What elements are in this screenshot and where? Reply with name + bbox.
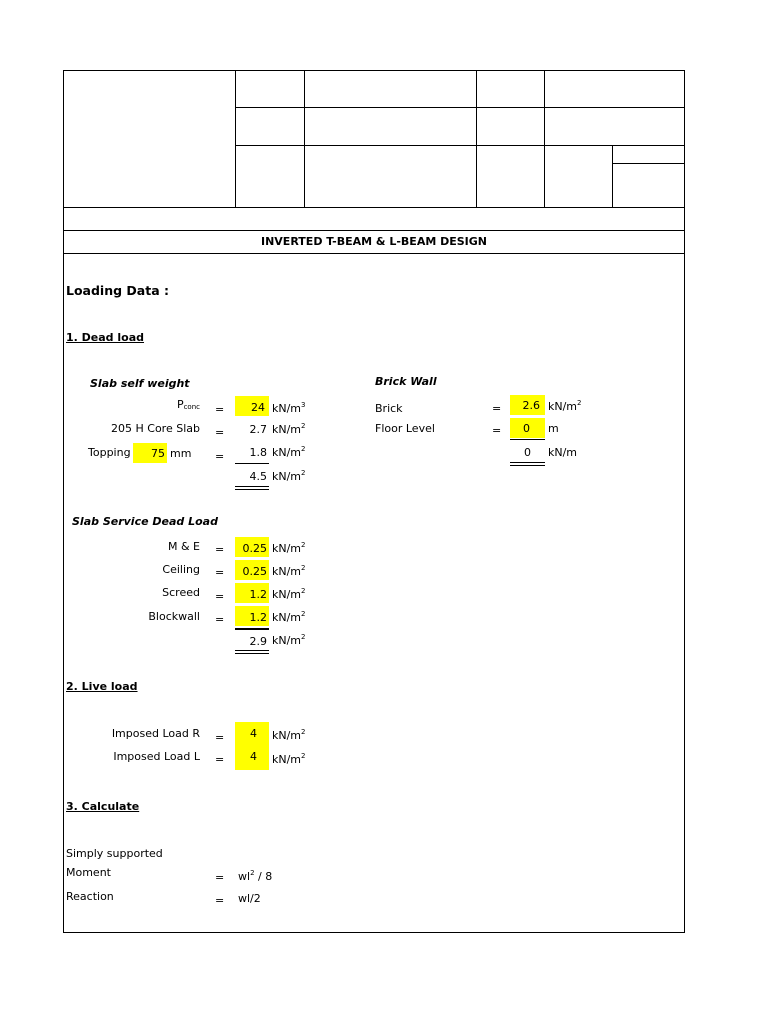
sum-underline	[235, 628, 269, 630]
sum-underline	[235, 463, 269, 464]
live-load-heading: 2. Live load	[66, 680, 138, 693]
moment-formula: $wl^2 / 8$	[238, 869, 273, 883]
slab-total-unit: $kN/m^2$	[272, 469, 306, 483]
core-slab-unit: $kN/m^2$	[272, 422, 306, 436]
live-load-unit: $kN/m^2$	[272, 728, 306, 742]
live-load-value: 4	[250, 727, 257, 740]
slab-self-weight-heading: Slab self weight	[90, 377, 190, 390]
topping-unit: $kN/m^2$	[272, 445, 306, 459]
service-item-unit: $kN/m^2$	[272, 587, 306, 601]
brick-wall-heading: Brick Wall	[375, 375, 437, 388]
equals-sign: =	[215, 426, 225, 439]
total-double-underline	[510, 462, 545, 466]
live-load-label: Imposed Load R	[111, 727, 200, 740]
equals-sign: =	[215, 590, 225, 603]
equals-sign: =	[215, 753, 225, 766]
calculate-heading: 3. Calculate	[66, 800, 140, 813]
slab-total-value: 4.5	[249, 470, 267, 483]
floor-level-label: Floor Level	[375, 422, 435, 435]
service-item-label: Ceiling	[162, 563, 200, 576]
service-item-value: 1.2	[249, 611, 267, 624]
equals-sign: =	[492, 424, 502, 437]
service-item-label: M & E	[167, 540, 200, 553]
service-item-unit: $kN/m^2$	[272, 610, 306, 624]
service-item-value: 0.25	[242, 542, 267, 555]
brick-label: Brick	[375, 402, 403, 415]
floor-level-unit: m	[548, 422, 559, 435]
service-item-unit: $kN/m^2$	[272, 541, 306, 555]
live-load-value: 4	[250, 750, 257, 763]
sum-underline	[510, 439, 545, 440]
service-item-unit: $kN/m^2$	[272, 564, 306, 578]
equals-sign: =	[215, 871, 225, 884]
topping-value: 1.8	[249, 446, 267, 459]
service-item-label: Screed	[162, 586, 200, 599]
sheet-frame	[63, 70, 685, 933]
live-load-label: Imposed Load L	[113, 750, 200, 763]
reaction-formula: wl/2	[238, 892, 261, 905]
floor-level-value: 0	[523, 422, 530, 435]
equals-sign: =	[215, 613, 225, 626]
service-total-value: 2.9	[249, 635, 267, 648]
equals-sign: =	[215, 894, 225, 907]
total-double-underline	[235, 486, 269, 490]
equals-sign: =	[492, 402, 502, 415]
service-total-unit: $kN/m^2$	[272, 633, 306, 647]
pconc-unit: $kN/m^3$	[272, 401, 306, 415]
dead-load-heading: 1. Dead load	[66, 331, 145, 344]
core-slab-value: 2.7	[249, 423, 267, 436]
topping-label: Topping	[88, 446, 131, 459]
loading-data-heading: Loading Data :	[66, 283, 169, 298]
service-item-value: 1.2	[249, 588, 267, 601]
equals-sign: =	[215, 543, 225, 556]
service-dead-load-heading: Slab Service Dead Load	[72, 515, 218, 528]
moment-label: Moment	[66, 866, 111, 879]
brick-value: 2.6	[522, 399, 540, 412]
service-item-value: 0.25	[242, 565, 267, 578]
topping-thickness-unit: mm	[170, 447, 192, 460]
brick-total-value: 0	[524, 446, 531, 459]
live-load-unit: $kN/m^2$	[272, 752, 306, 766]
equals-sign: =	[215, 450, 225, 463]
sheet-title: INVERTED T-BEAM & L-BEAM DESIGN	[261, 235, 487, 248]
pconc-value: 24	[251, 401, 265, 414]
brick-total-unit: kN/m	[548, 446, 578, 459]
equals-sign: =	[215, 731, 225, 744]
service-item-label: Blockwall	[148, 610, 200, 623]
pconc-label: $P_{conc}$	[176, 398, 200, 411]
topping-thickness: 75	[151, 447, 165, 460]
reaction-label: Reaction	[66, 890, 114, 903]
core-slab-label: 205 H Core Slab	[111, 422, 200, 435]
equals-sign: =	[215, 403, 225, 416]
simply-supported-label: Simply supported	[66, 847, 163, 860]
equals-sign: =	[215, 566, 225, 579]
total-double-underline	[235, 650, 269, 654]
brick-unit: $kN/m^2$	[548, 399, 582, 413]
